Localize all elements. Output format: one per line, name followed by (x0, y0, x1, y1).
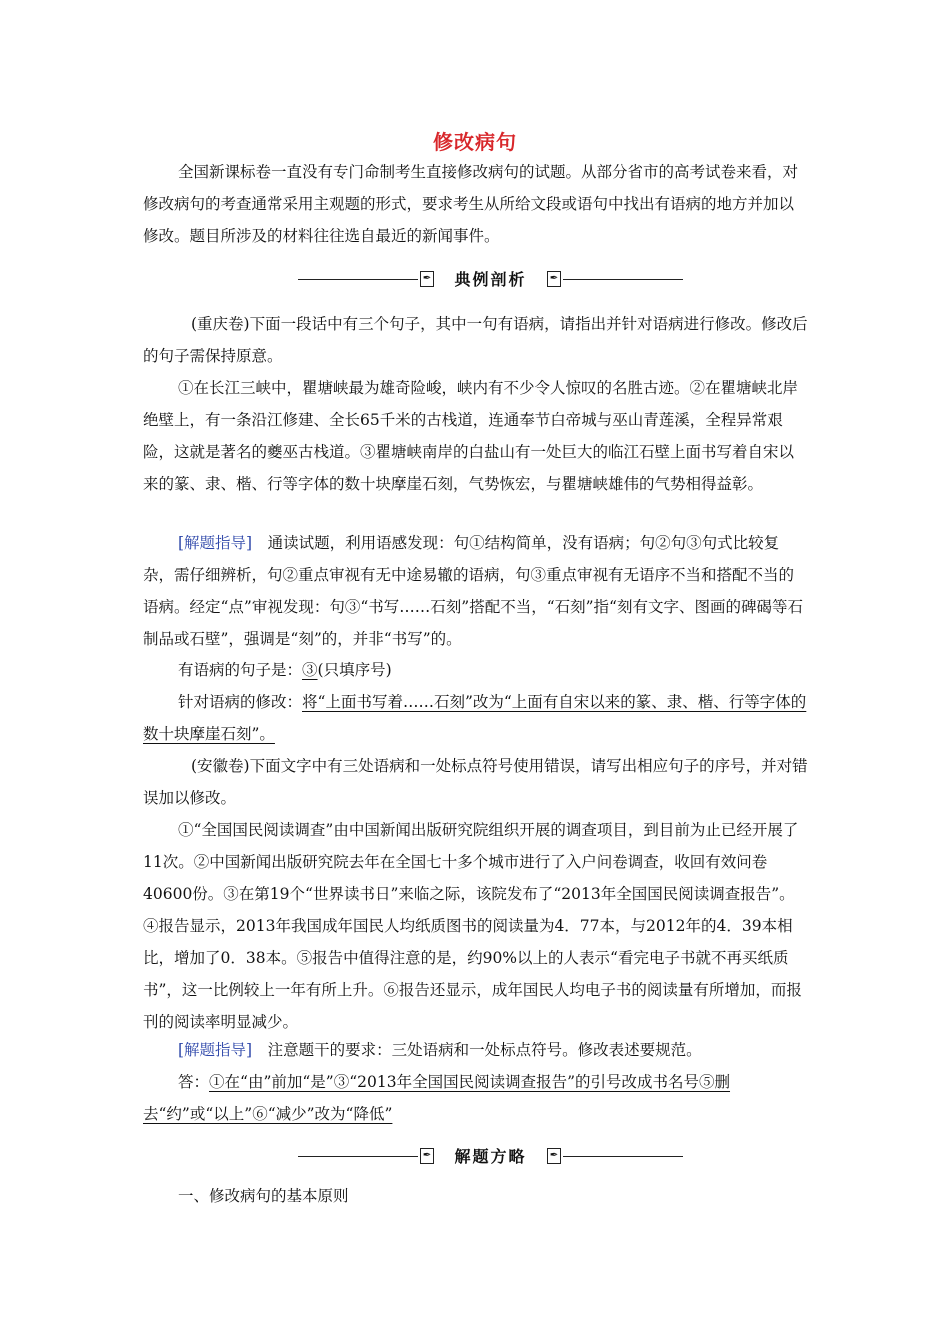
guide-text: 通读试题，利用语感发现：句①结构简单，没有语病；句②句③句式比较复杂，需仔细辨析，句②重点审视有无中途易辙的语病，句③重点审视有无语序不当和搭配不当的语病。经定“点”审视发现：句③“书写……石刻”搭配不当，“石刻”指“刻有文字、图画的碑碣等石制品或石壁”，强调是“刻”的，并非“书写”的。 (143, 534, 803, 648)
example2-prompt: (安徽卷)下面文字中有三处语病和一处标点符号使用错误，请写出相应句子的序号，并对错误加以修改。 (143, 757, 808, 807)
question-label: 有语病的句子是： (178, 661, 303, 679)
question-note: (只填序号) (317, 661, 392, 679)
pen-icon: ✒ (547, 271, 561, 287)
guide-label: [解题指导] (178, 534, 253, 552)
example2-guide (143, 1034, 808, 1066)
divider-line (563, 1156, 683, 1157)
pen-icon: ✒ (420, 271, 434, 287)
example1-question2 (143, 686, 808, 750)
intro-paragraph: 全国新课标卷一直没有专门命制考生直接修改病句的试题。从部分省市的高考试卷来看，对修改病句的考查通常采用主观题的形式，要求考生从所给文段或语句中找出有语病的地方并加以修改。题目所涉及的材料往往选自最近的新闻事件。 (143, 163, 799, 245)
pen-icon: ✒ (420, 1148, 434, 1164)
page-title: 修改病句 (433, 130, 517, 154)
pen-icon: ✒ (547, 1148, 561, 1164)
example2-passage: ①“全国国民阅读调查”由中国新闻出版研究院组织开展的调查项目，到目前为止已经开展了11次。②中国新闻出版研究院去年在全国七十多个城市进行了入户问卷调查，收回有效问卷40600份。③在第19个“世界读书日”来临之际，该院发布了“2013年全国国民阅读调查报告”。④报告显示，2013年我国成年国民人均纸质图书的阅读量为4．77本，与2012年的4．39本相比，增加了0．38本。⑤报告中值得注意的是，约90%以上的人表示“看完电子书就不再买纸质书”，这一比例较上一年有所上升。⑥报告还显示，成年国民人均电子书的阅读量有所增加，而报刊的阅读率明显减少。 (143, 821, 802, 1031)
example1-question1 (143, 654, 808, 686)
divider-line (298, 279, 418, 280)
answer-text: 将“上面书写着……石刻”改为“上面有自宋以来的篆、隶、楷、行等字体的数十块摩崖石刻”。 (143, 693, 807, 743)
example1-guide (143, 527, 808, 655)
example1-prompt: (重庆卷)下面一段话中有三个句子，其中一句有语病，请指出并针对语病进行修改。修改后的句子需保持原意。 (143, 315, 808, 365)
section-title: 典例剖析 (454, 270, 527, 289)
question-label: 针对语病的修改： (178, 693, 303, 711)
answer-text: ①在“由”前加“是”③“2013年全国国民阅读调查报告”的引号改成书名号⑤删去“约”或“以上”⑥“减少”改为“降低” (143, 1073, 731, 1123)
answer-text: ③ (302, 661, 318, 679)
example1-passage: ①在长江三峡中，瞿塘峡最为雄奇险峻，峡内有不少令人惊叹的名胜古迹。②在瞿塘峡北岸绝壁上，有一条沿江修建、全长65千米的古栈道，连通奉节白帝城与巫山青莲溪，全程异常艰险，这就是著名的夔巫古栈道。③瞿塘峡南岸的白盐山有一处巨大的临江石壁上面书写着自宋以来的篆、隶、楷、行等字体的数十块摩崖石刻，气势恢宏，与瞿塘峡雄伟的气势相得益彰。 (143, 379, 799, 493)
section-title: 解题方略 (454, 1147, 527, 1166)
example2-answer (143, 1066, 808, 1130)
guide-text: 注意题干的要求：三处语病和一处标点符号。修改表述要规范。 (267, 1041, 702, 1059)
method-heading: 一、修改病句的基本原则 (178, 1187, 349, 1205)
answer-label: 答： (178, 1073, 210, 1091)
section-header-examples (298, 268, 683, 292)
divider-line (563, 279, 683, 280)
section-header-methods (298, 1145, 683, 1169)
divider-line (298, 1156, 418, 1157)
guide-label: [解题指导] (178, 1041, 253, 1059)
